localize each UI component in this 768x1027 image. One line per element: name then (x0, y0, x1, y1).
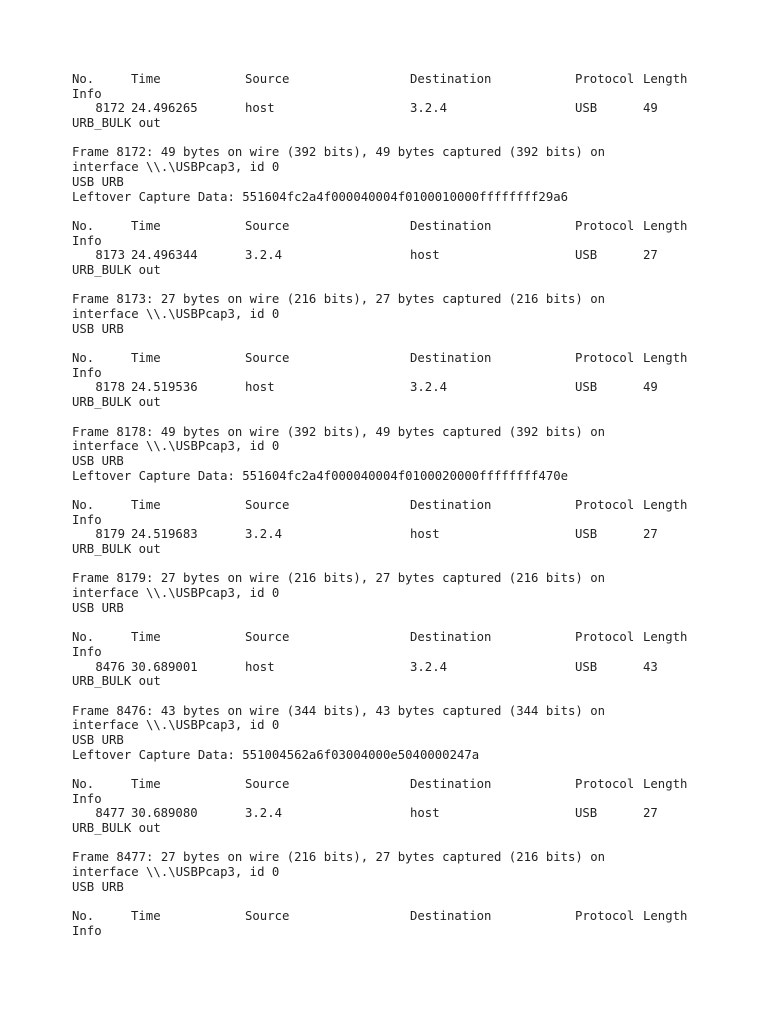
col-header-length: Length (643, 909, 688, 924)
frame-summary: Frame 8477: 27 bytes on wire (216 bits), 27 bytes captured (216 bits) on (72, 850, 606, 865)
col-header-no: No. (72, 351, 95, 366)
col-header-time: Time (131, 909, 161, 924)
packet-protocol: USB (575, 380, 598, 395)
frame-detail (72, 571, 712, 615)
packet-source: host (245, 101, 275, 116)
col-header-no: No. (72, 497, 95, 512)
packet-summary-row (72, 380, 712, 395)
frame-interface: interface \\.\USBPcap3, id 0 (72, 439, 280, 454)
packet-destination: 3.2.4 (410, 659, 448, 674)
packet-source: host (245, 380, 275, 395)
frame-interface: interface \\.\USBPcap3, id 0 (72, 586, 280, 601)
col-header-source: Source (245, 630, 290, 645)
leftover-capture-data: Leftover Capture Data: 551604fc2a4f000040004f0100010000ffffffff29a6 (72, 189, 569, 204)
packet-number: 8477 (95, 806, 125, 821)
column-header-row (72, 777, 712, 792)
col-header-time: Time (131, 351, 161, 366)
col-header-info: Info (72, 365, 102, 380)
col-header-info: Info (72, 512, 102, 527)
col-header-destination: Destination (410, 72, 492, 86)
col-header-no: No. (72, 218, 95, 233)
packet-summary-row (72, 527, 712, 542)
packet-time: 24.496344 (131, 248, 198, 263)
packet-info: URB_BULK out (72, 116, 161, 131)
usb-urb-label: USB URB (72, 321, 124, 336)
col-header-length: Length (643, 72, 688, 86)
col-header-no: No. (72, 630, 95, 645)
col-header-length: Length (643, 497, 688, 512)
col-header-time: Time (131, 777, 161, 791)
col-header-time: Time (131, 218, 161, 233)
col-header-source: Source (245, 777, 290, 791)
packet-destination: 3.2.4 (410, 101, 448, 116)
packet-summary-row (72, 248, 712, 263)
col-header-source: Source (245, 497, 290, 512)
col-header-source: Source (245, 72, 290, 86)
packet-length: 27 (643, 527, 658, 542)
packet-block (72, 777, 712, 895)
col-header-protocol: Protocol (575, 218, 635, 233)
packet-number: 8179 (95, 527, 125, 542)
frame-interface: interface \\.\USBPcap3, id 0 (72, 160, 280, 175)
packet-source: 3.2.4 (245, 806, 283, 821)
usb-urb-label: USB URB (72, 174, 124, 189)
frame-interface: interface \\.\USBPcap3, id 0 (72, 865, 280, 880)
packet-protocol: USB (575, 527, 598, 542)
frame-summary: Frame 8476: 43 bytes on wire (344 bits), 43 bytes captured (344 bits) on (72, 703, 606, 718)
packet-capture-document (72, 72, 712, 939)
packet-block (72, 351, 712, 483)
col-header-destination: Destination (410, 630, 492, 645)
col-header-info: Info (72, 791, 102, 806)
packet-length: 27 (643, 248, 658, 263)
packet-destination: host (410, 248, 440, 263)
col-header-source: Source (245, 909, 290, 924)
usb-urb-label: USB URB (72, 453, 124, 468)
col-header-length: Length (643, 630, 688, 645)
packet-number: 8172 (95, 101, 125, 116)
col-header-destination: Destination (410, 777, 492, 791)
packet-source: host (245, 659, 275, 674)
packet-source: 3.2.4 (245, 248, 283, 263)
packet-block (72, 630, 712, 762)
col-header-time: Time (131, 630, 161, 645)
packet-block (72, 498, 712, 616)
column-header-row (72, 219, 712, 234)
column-header-row (72, 72, 712, 87)
usb-urb-label: USB URB (72, 732, 124, 747)
col-header-no: No. (72, 72, 95, 86)
packet-block (72, 72, 712, 204)
packet-time: 24.519683 (131, 527, 198, 542)
packet-destination: host (410, 806, 440, 821)
packet-number: 8476 (95, 659, 125, 674)
column-header-row (72, 909, 712, 924)
frame-detail (72, 850, 712, 894)
packet-time: 30.689080 (131, 806, 198, 821)
col-header-protocol: Protocol (575, 630, 635, 645)
packet-time: 24.519536 (131, 380, 198, 395)
frame-summary: Frame 8179: 27 bytes on wire (216 bits), 27 bytes captured (216 bits) on (72, 571, 606, 586)
packet-length: 27 (643, 806, 658, 821)
frame-interface: interface \\.\USBPcap3, id 0 (72, 307, 280, 321)
packet-time: 30.689001 (131, 659, 198, 674)
col-header-length: Length (643, 218, 688, 233)
col-header-source: Source (245, 218, 290, 233)
frame-interface: interface \\.\USBPcap3, id 0 (72, 718, 280, 733)
packet-destination: 3.2.4 (410, 380, 448, 395)
col-header-source: Source (245, 351, 290, 366)
packet-info: URB_BULK out (72, 542, 161, 556)
col-header-protocol: Protocol (575, 909, 635, 924)
col-header-length: Length (643, 777, 688, 791)
col-header-protocol: Protocol (575, 72, 635, 86)
col-header-protocol: Protocol (575, 777, 635, 791)
packet-info: URB_BULK out (72, 262, 161, 277)
frame-detail (72, 704, 712, 763)
col-header-destination: Destination (410, 218, 492, 233)
packet-protocol: USB (575, 248, 598, 263)
col-header-protocol: Protocol (575, 351, 635, 366)
col-header-length: Length (643, 351, 688, 366)
col-header-no: No. (72, 909, 95, 924)
col-header-destination: Destination (410, 497, 492, 512)
col-header-time: Time (131, 497, 161, 512)
packet-source: 3.2.4 (245, 527, 283, 542)
packet-summary-row (72, 101, 712, 116)
col-header-no: No. (72, 777, 95, 791)
packet-block-trailing-header (72, 909, 712, 938)
col-header-info: Info (72, 923, 102, 938)
frame-detail (72, 145, 712, 204)
packet-protocol: USB (575, 806, 598, 821)
frame-detail (72, 292, 712, 336)
packet-block (72, 219, 712, 337)
packet-length: 49 (643, 380, 658, 395)
packet-length: 43 (643, 659, 658, 674)
col-header-info: Info (72, 644, 102, 659)
frame-summary: Frame 8173: 27 bytes on wire (216 bits), 27 bytes captured (216 bits) on (72, 292, 606, 307)
col-header-protocol: Protocol (575, 497, 635, 512)
packet-protocol: USB (575, 659, 598, 674)
col-header-time: Time (131, 72, 161, 86)
column-header-row (72, 351, 712, 366)
packet-length: 49 (643, 101, 658, 116)
frame-summary: Frame 8178: 49 bytes on wire (392 bits), 49 bytes captured (392 bits) on (72, 424, 606, 439)
packet-summary-row (72, 806, 712, 821)
packet-destination: host (410, 527, 440, 542)
col-header-destination: Destination (410, 909, 492, 924)
col-header-destination: Destination (410, 351, 492, 366)
col-header-info: Info (72, 86, 102, 101)
leftover-capture-data: Leftover Capture Data: 551004562a6f03004000e5040000247a (72, 747, 480, 762)
packet-info: URB_BULK out (72, 395, 161, 410)
leftover-capture-data: Leftover Capture Data: 551604fc2a4f000040004f0100020000ffffffff470e (72, 468, 569, 483)
packet-protocol: USB (575, 101, 598, 116)
packet-number: 8173 (95, 248, 125, 263)
usb-urb-label: USB URB (72, 600, 124, 615)
packet-info: URB_BULK out (72, 674, 161, 689)
packet-summary-row (72, 660, 712, 675)
column-header-row (72, 498, 712, 513)
packet-time: 24.496265 (131, 101, 198, 116)
frame-detail (72, 425, 712, 484)
packet-number: 8178 (95, 380, 125, 395)
column-header-row (72, 630, 712, 645)
usb-urb-label: USB URB (72, 879, 124, 894)
packet-info: URB_BULK out (72, 821, 161, 836)
frame-summary: Frame 8172: 49 bytes on wire (392 bits), 49 bytes captured (392 bits) on (72, 145, 606, 160)
col-header-info: Info (72, 233, 102, 248)
